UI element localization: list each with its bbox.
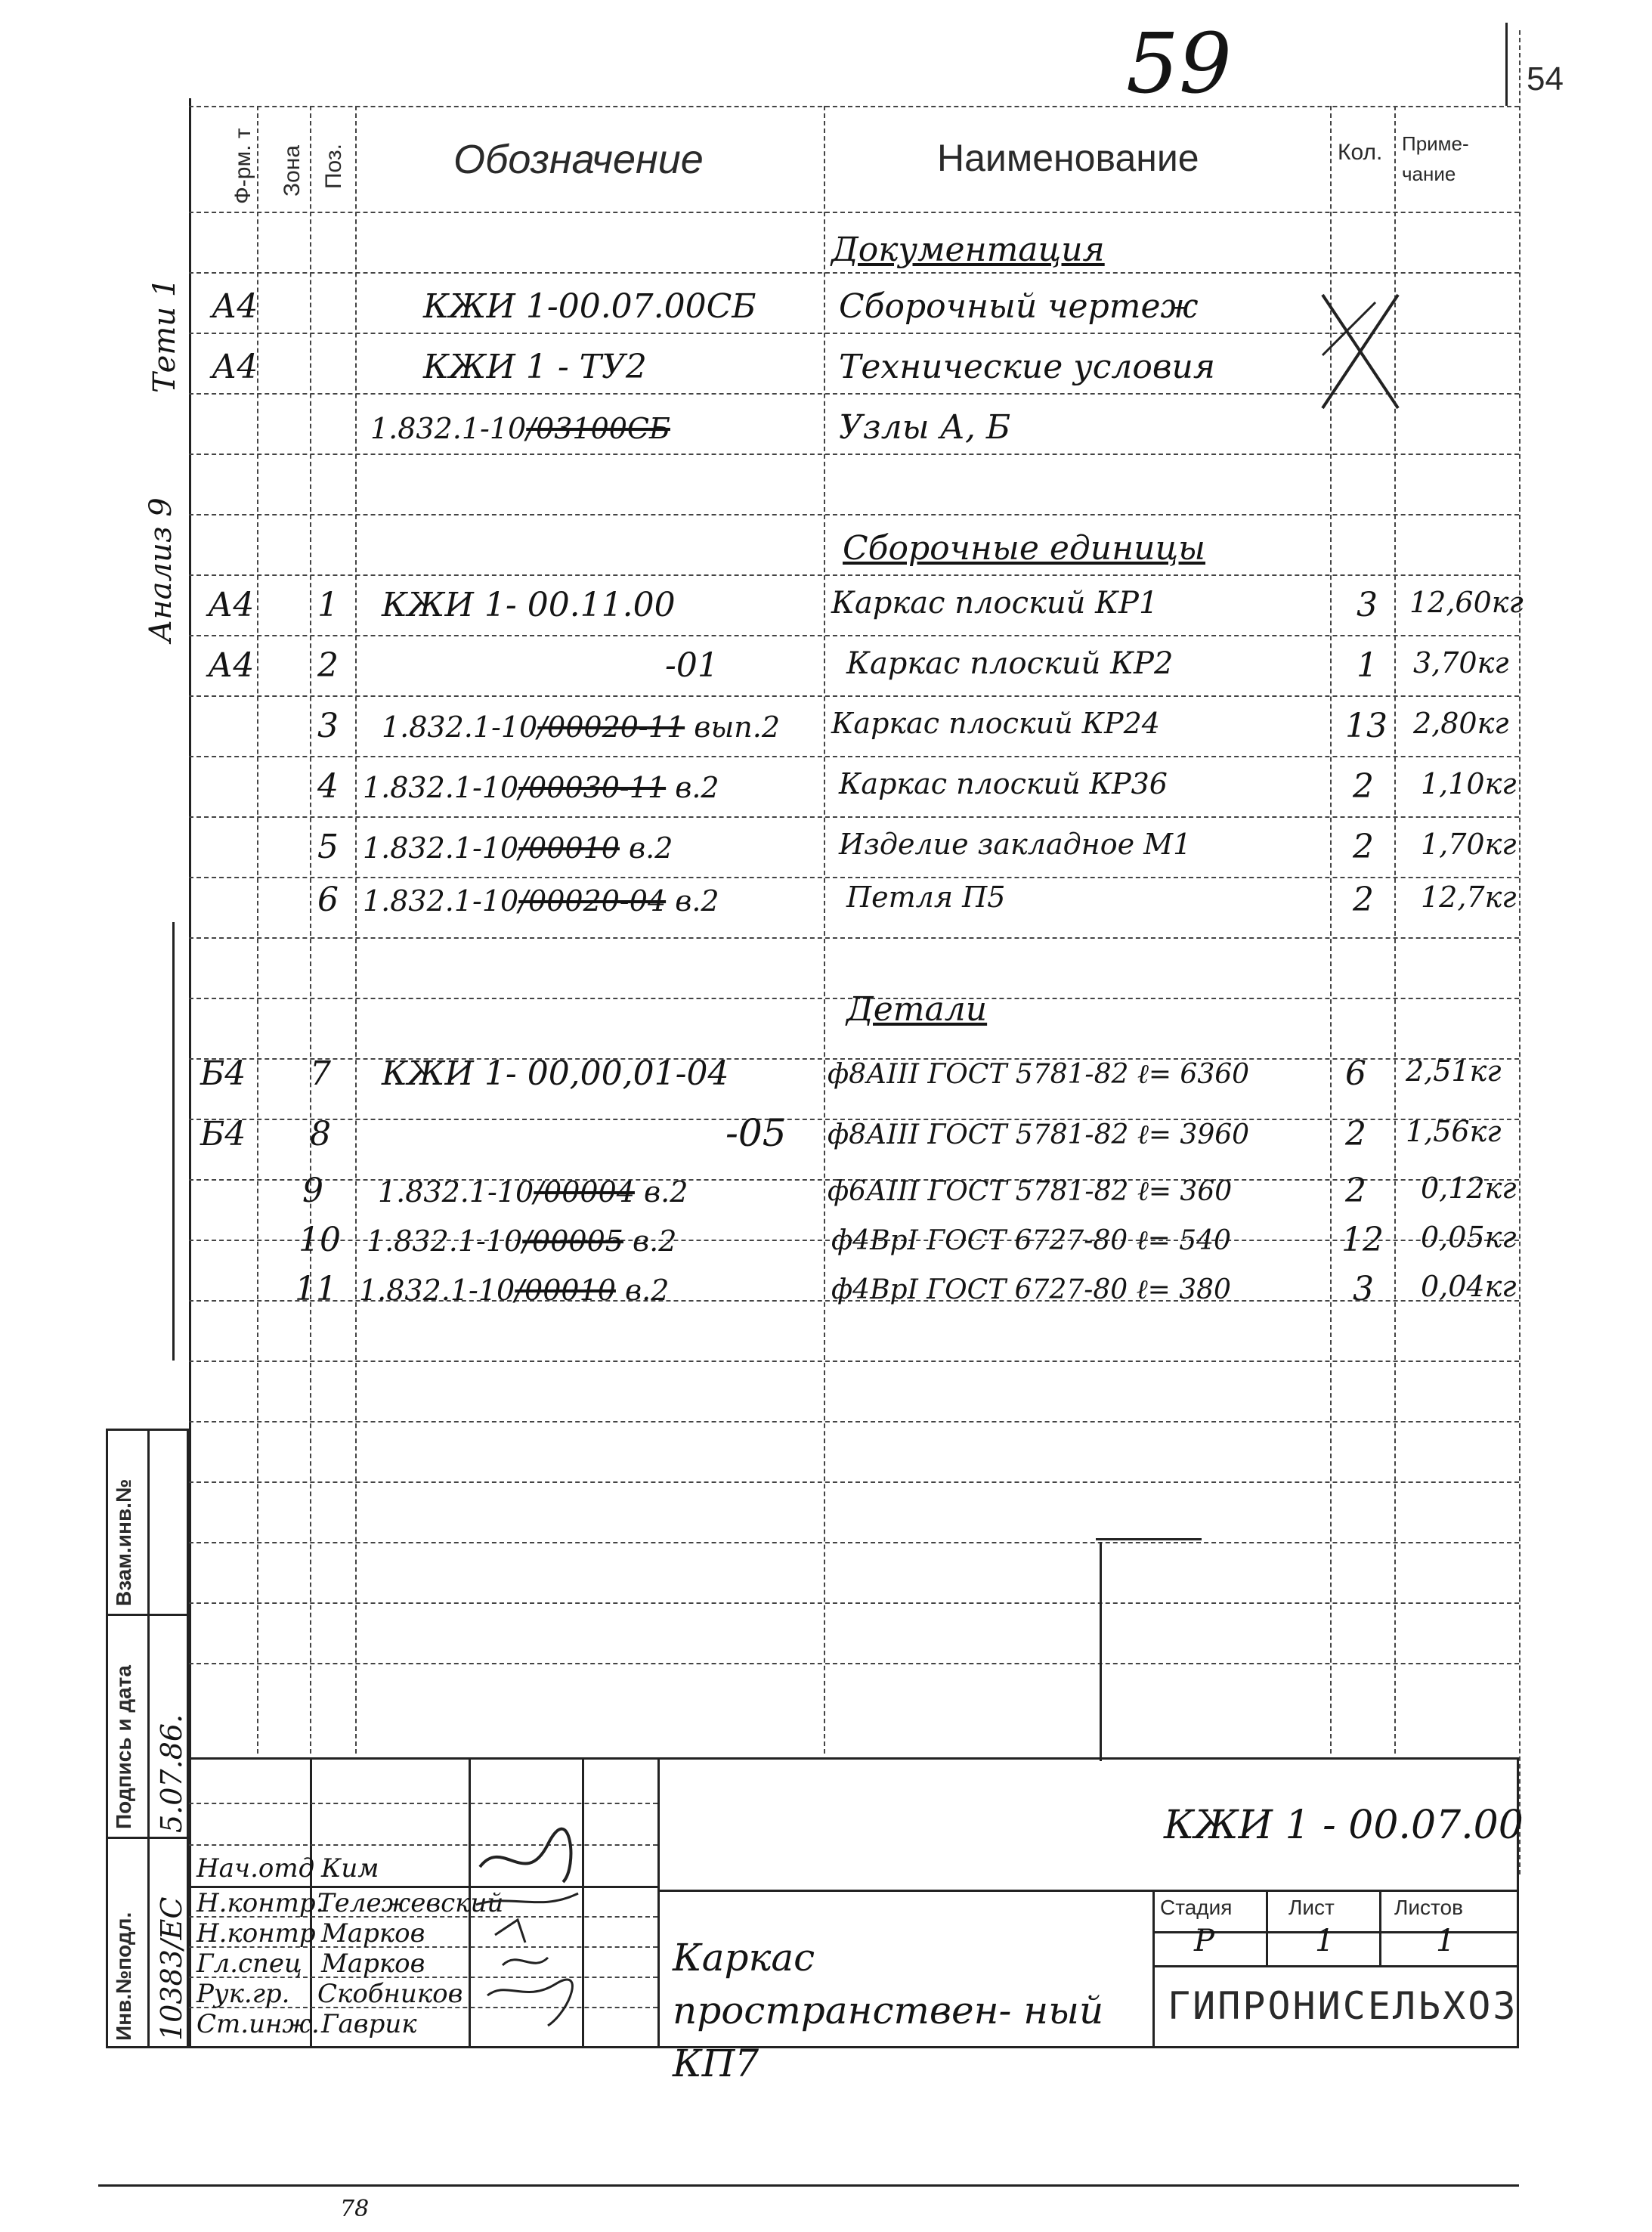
sheet-value: 1 [1315, 1924, 1335, 1958]
sheets-label: Листов [1394, 1896, 1463, 1919]
people-row-line [189, 1844, 657, 1846]
person-name: Марков [321, 1918, 425, 1949]
row-qty: 2 [1353, 881, 1374, 919]
frame-top-line [189, 106, 1519, 107]
row-qty: 13 [1345, 707, 1387, 745]
person-role: Рук.гр. [196, 1979, 290, 2009]
col-line-zone [310, 106, 311, 1754]
row-note: 0,04кг [1421, 1270, 1517, 1303]
row-pos: 7 [310, 1054, 331, 1093]
row-qty: 3 [1353, 1270, 1374, 1308]
col-line-designation [824, 106, 825, 1754]
row-pos: 1 [317, 586, 339, 624]
row-format: Б4 [200, 1115, 246, 1153]
row-qty: 3 [1357, 586, 1378, 624]
person-name: Гаврик [321, 2009, 417, 2039]
row-name: ф4ВрI ГОСТ 6727-80 ℓ= 540 [831, 1225, 1231, 1256]
page-number-printed: 54 [1527, 60, 1564, 98]
row-designation: КЖИ 1 - ТУ2 [423, 348, 647, 386]
row-format: А4 [208, 586, 255, 624]
row-line [189, 574, 1519, 576]
frame-bottom-line [98, 2184, 1519, 2187]
side-stamp-vzam-inv: Взам.инв.№ [112, 1478, 135, 1606]
row-line [189, 756, 1519, 757]
row-name: Петля П5 [846, 881, 1006, 914]
person-role: Гл.спец [196, 1949, 302, 1979]
cross-mark-icon [1315, 287, 1406, 416]
header-zone: Зона [280, 144, 305, 197]
row-line [189, 877, 1519, 878]
person-name: Скобников [317, 1979, 463, 2009]
row-designation: 1.832.1-10/00020-11 вып.2 [382, 710, 781, 744]
row-designation: 1.832.1-10/00030-11 в.2 [363, 771, 719, 804]
organization-name: ГИПРОНИСЕЛЬХОЗ [1168, 1984, 1518, 2028]
row-qty: 6 [1345, 1054, 1366, 1093]
section-details: Детали [846, 990, 988, 1029]
row-name: Технические условия [839, 348, 1215, 386]
row-qty: 2 [1353, 767, 1374, 806]
drawing-mark-line [1096, 1538, 1202, 1540]
row-name: Каркас плоский КР2 [846, 646, 1174, 681]
row-qty: 12 [1341, 1221, 1384, 1259]
page-number-divider [1505, 23, 1508, 106]
row-note: 12,7кг [1421, 881, 1517, 914]
header-format: Ф-рм. т [230, 128, 255, 204]
row-qty: 1 [1357, 646, 1378, 685]
row-qty: 2 [1353, 828, 1374, 866]
row-name: Каркас плоский КР1 [831, 586, 1159, 621]
row-line [189, 1421, 1519, 1422]
stage-value: Р [1194, 1924, 1214, 1958]
row-line [189, 514, 1519, 515]
row-name: ф8АIII ГОСТ 5781-82 ℓ= 6360 [828, 1059, 1250, 1090]
row-designation: 1.832.1-10/00020-04 в.2 [363, 884, 719, 918]
row-line [189, 272, 1519, 274]
row-line [189, 454, 1519, 455]
row-note: 1,70кг [1421, 828, 1517, 861]
row-note: 12,60кг [1409, 586, 1524, 619]
row-designation: -05 [725, 1111, 787, 1155]
row-format: Б4 [200, 1054, 246, 1093]
row-line [189, 816, 1519, 818]
frame-right-line [1519, 30, 1521, 1874]
row-designation: 1.832.1-10/00010 в.2 [363, 831, 673, 865]
row-designation: -01 [665, 646, 719, 685]
title-block-divider [1266, 1890, 1268, 1965]
page-number-handwritten: 59 [1126, 15, 1232, 112]
row-designation: КЖИ 1- 00,00,01-04 [382, 1054, 729, 1093]
person-role: Н.контр. [196, 1888, 324, 1918]
frame-left-line [189, 98, 191, 1761]
row-pos: 8 [310, 1115, 331, 1153]
header-qty: Кол. [1338, 140, 1383, 165]
person-role: Ст.инж. [196, 2009, 320, 2039]
person-name: Тележевский [317, 1888, 504, 1918]
row-qty: 2 [1345, 1115, 1366, 1153]
signature-scribbles-icon [472, 1822, 582, 2048]
row-qty: 2 [1345, 1172, 1366, 1210]
row-name: Каркас плоский КР24 [831, 707, 1160, 740]
side-stamp-podpis-value: 5.07.86. [155, 1713, 188, 1833]
row-designation: КЖИ 1-00.07.00СБ [423, 287, 756, 326]
row-name: ф8АIII ГОСТ 5781-82 ℓ= 3960 [828, 1119, 1250, 1150]
row-note: 0,05кг [1421, 1221, 1517, 1254]
title-block-divider [1152, 1890, 1155, 2048]
row-line [189, 635, 1519, 636]
row-format: А4 [208, 646, 255, 685]
row-note: 3,70кг [1413, 646, 1509, 680]
row-format: А4 [212, 287, 258, 326]
header-bottom-line [189, 212, 1519, 213]
row-line [189, 1602, 1519, 1604]
col-line-pos [355, 106, 357, 1754]
side-stamp-podpis-data: Подпись и дата [112, 1665, 135, 1829]
sheets-value: 1 [1436, 1924, 1456, 1958]
side-stamp-inv-value: 10383/ЕС [155, 1896, 188, 2041]
person-role: Нач.отд [196, 1853, 315, 1884]
row-note: 1,56кг [1406, 1115, 1502, 1148]
row-pos: 6 [317, 881, 339, 919]
section-assembly-units: Сборочные единицы [843, 529, 1206, 568]
sheet-label: Лист [1288, 1896, 1335, 1919]
row-designation: 1.832.1-10/00004 в.2 [378, 1175, 688, 1209]
side-stamp-column [147, 1429, 150, 2048]
row-note: 2,51кг [1406, 1054, 1502, 1088]
title-block-divider [1379, 1890, 1381, 1965]
row-designation: 1.832.1-10/00005 в.2 [367, 1224, 677, 1258]
margin-bracket-line [172, 922, 175, 1361]
row-designation: 1.832.1-10/00010 в.2 [359, 1274, 670, 1307]
person-name: Марков [321, 1949, 425, 1979]
person-name: Ким [321, 1853, 379, 1884]
row-line [189, 1663, 1519, 1664]
header-name: Наименование [937, 137, 1199, 179]
section-documentation: Документация [831, 231, 1105, 269]
row-pos: 11 [295, 1270, 337, 1308]
person-role: Н.контр [196, 1918, 316, 1949]
row-name: ф4ВрI ГОСТ 6727-80 ℓ= 380 [831, 1274, 1231, 1305]
people-row-line [189, 1803, 657, 1804]
row-line [189, 1542, 1519, 1543]
title-block-divider [657, 1757, 660, 2048]
row-note: 0,12кг [1421, 1172, 1517, 1205]
row-pos: 3 [317, 707, 339, 745]
title-block-divider [1152, 1965, 1519, 1967]
header-designation: Обозначение [453, 137, 704, 182]
row-pos: 2 [317, 646, 339, 685]
margin-note-bottom: 78 [340, 2196, 370, 2222]
row-note: 2,80кг [1413, 707, 1509, 740]
row-designation: 1.832.1-10/03100СБ [370, 412, 670, 445]
stage-label: Стадия [1160, 1896, 1233, 1919]
row-line [189, 1481, 1519, 1483]
row-name: Узлы А, Б [839, 408, 1011, 447]
row-line [189, 937, 1519, 939]
header-pos: Поз. [321, 144, 346, 189]
title-designation: КЖИ 1 - 00.07.00 [1164, 1803, 1524, 1848]
row-name: ф6АIII ГОСТ 5781-82 ℓ= 360 [828, 1176, 1233, 1207]
row-pos: 10 [299, 1221, 341, 1259]
row-line [189, 1361, 1519, 1362]
row-note: 1,10кг [1421, 767, 1517, 800]
row-name: Изделие закладное М1 [839, 828, 1192, 861]
row-name: Каркас плоский КР36 [839, 767, 1168, 800]
row-pos: 9 [302, 1172, 323, 1210]
row-line [189, 695, 1519, 697]
row-pos: 4 [317, 767, 339, 806]
people-col-line [582, 1757, 584, 2048]
row-name: Сборочный чертеж [839, 287, 1199, 326]
side-stamp-inv-podl: Инв.№подл. [112, 1912, 135, 2041]
row-format: А4 [212, 348, 258, 386]
title-name: Каркас пространствен- ный КП7 [673, 1936, 1104, 2085]
title-block-divider [657, 1890, 1519, 1892]
margin-note-top: Тети 1 [147, 277, 182, 393]
row-pos: 5 [317, 828, 339, 866]
margin-note-middle: Анализ 9 [144, 497, 178, 642]
drawing-mark-line [1100, 1542, 1102, 1761]
header-note: Приме- чание [1402, 132, 1469, 185]
row-designation: КЖИ 1- 00.11.00 [382, 586, 676, 624]
